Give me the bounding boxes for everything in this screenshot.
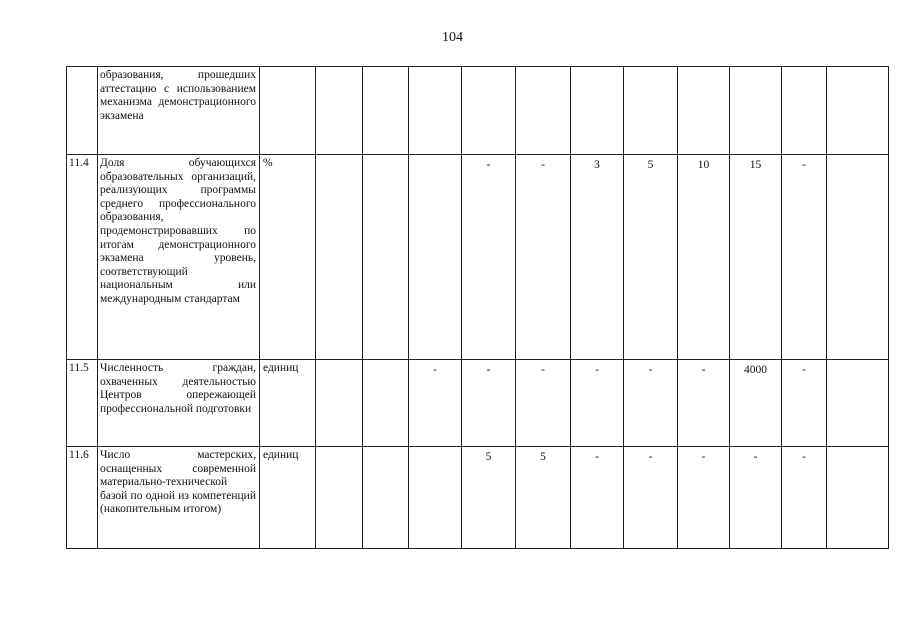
table-row [67, 360, 889, 447]
value-cell: - [462, 155, 516, 360]
value-cell: - [678, 360, 730, 447]
value-cell [827, 360, 889, 447]
value-cell [409, 155, 462, 360]
value-cell: - [571, 447, 624, 549]
value-cell [363, 67, 409, 155]
value-cell [730, 67, 782, 155]
value-cell: - [782, 447, 827, 549]
value-cell: - [462, 360, 516, 447]
value-cell: - [624, 360, 678, 447]
value-cell [316, 360, 363, 447]
indicator-name: Численность граждан, охваченных деятельностью Центров опережающей профессиональной подготовки [98, 360, 260, 447]
table-row [67, 155, 889, 360]
value-cell: 4000 [730, 360, 782, 447]
value-cell [827, 447, 889, 549]
value-cell: 5 [624, 155, 678, 360]
value-cell: - [678, 447, 730, 549]
table-row [67, 447, 889, 549]
unit-cell: % [260, 155, 316, 360]
value-cell [409, 447, 462, 549]
indicator-name: Доля обучающихся образовательных организаций, реализующих программы среднего профессионального образования, продемонстрировавших по итогам демонстрационного экзамена уровень, соответствующий национальным или международным стандартам [98, 155, 260, 360]
value-cell: 5 [462, 447, 516, 549]
value-cell [363, 155, 409, 360]
value-cell [827, 67, 889, 155]
row-number: 11.5 [67, 360, 98, 447]
value-cell: - [782, 360, 827, 447]
value-cell [363, 447, 409, 549]
unit-cell [260, 67, 316, 155]
indicator-name: образования, прошедших аттестацию с использованием механизма демонстрационного экзамена [98, 67, 260, 155]
value-cell [316, 155, 363, 360]
value-cell [571, 67, 624, 155]
page-number: 104 [442, 30, 463, 45]
value-cell [827, 155, 889, 360]
value-cell [678, 67, 730, 155]
value-cell: - [516, 360, 571, 447]
indicators-table [66, 66, 889, 549]
value-cell: 5 [516, 447, 571, 549]
value-cell: 10 [678, 155, 730, 360]
value-cell: - [624, 447, 678, 549]
value-cell [624, 67, 678, 155]
unit-cell: единиц [260, 447, 316, 549]
row-number: 11.4 [67, 155, 98, 360]
value-cell: - [409, 360, 462, 447]
value-cell: 15 [730, 155, 782, 360]
value-cell: - [782, 155, 827, 360]
row-number [67, 67, 98, 155]
value-cell [782, 67, 827, 155]
value-cell [516, 67, 571, 155]
indicator-name: Число мастерских, оснащенных современной материально-технической базой по одной из компетенций (накопительным итогом) [98, 447, 260, 549]
value-cell: 3 [571, 155, 624, 360]
value-cell [316, 447, 363, 549]
value-cell [462, 67, 516, 155]
value-cell: - [730, 447, 782, 549]
value-cell: - [516, 155, 571, 360]
value-cell [409, 67, 462, 155]
value-cell [316, 67, 363, 155]
unit-cell: единиц [260, 360, 316, 447]
value-cell: - [571, 360, 624, 447]
row-number: 11.6 [67, 447, 98, 549]
table-row [67, 67, 889, 155]
value-cell [363, 360, 409, 447]
